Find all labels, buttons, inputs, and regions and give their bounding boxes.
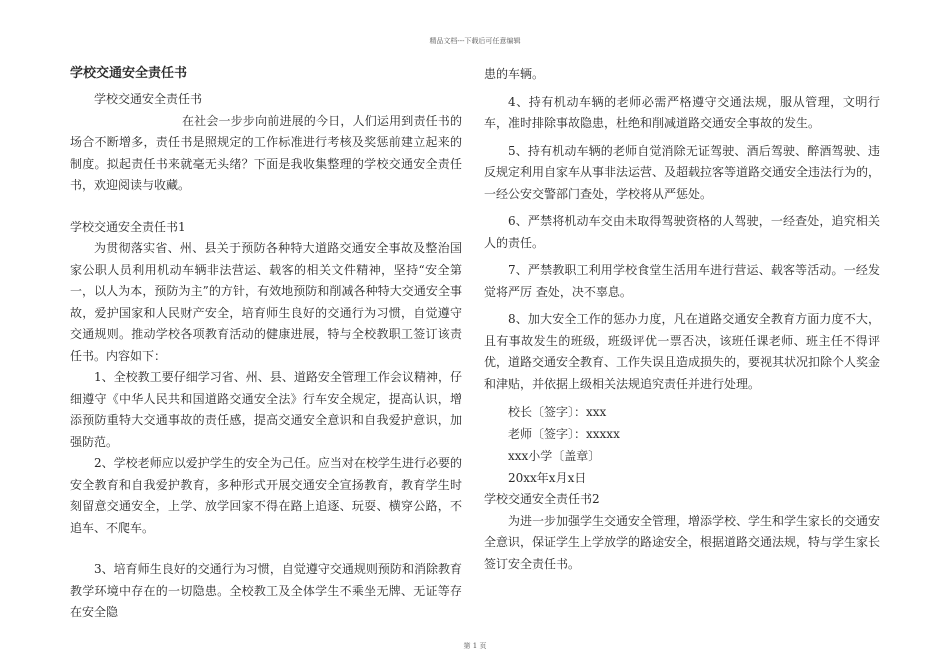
section-2-intro: 为进一步加强学生交通安全管理，增添学校、学生和学生家长的交通安全意识，保证学生上学放学的路途安全，根据道路交通法规，特与学生家长签订安全责任书。 <box>484 513 881 571</box>
item-5: 5、持有机动车辆的老师自觉消除无证驾驶、酒后驾驶、醉酒驾驶、违反规定利用自家车从事非法运营、及超载拉客等道路交通安全违法行为的，一经公安交警部门查处，学校将从严惩处。 <box>484 143 881 201</box>
section-1-heading: 学校交通安全责任书1 <box>70 219 186 234</box>
item-2: 2、学校老师应以爱护学生的安全为己任。应当对在校学生进行必要的安全教育和自我爱护教育，多种形式开展交通安全宣扬教育，教育学生时刻留意交通安全，上学、放学回家不得在路上追逐、玩耍、横穿公路，不追车、不爬车。 <box>70 456 462 535</box>
item-6: 6、严禁将机动车交由未取得驾驶资格的人驾驶，一经查处，追究相关人的责任。 <box>484 214 880 250</box>
principal-signature: 校长〔签字〕：xxx <box>508 405 607 419</box>
document-subtitle: 学校交通安全责任书 <box>94 92 203 106</box>
item-3: 3、培育师生良好的交通行为习惯，自觉遵守交通规则预防和消除教育教学环境中存在的一切隐患。全校教工及全体学生不乘坐无牌、无证等存在安全隐 <box>70 562 462 619</box>
teacher-signature: 老师〔签字〕：xxxxx <box>508 427 620 441</box>
section-2-heading: 学校交通安全责任书2 <box>484 492 600 506</box>
intro-paragraph: 在社会一步步向前进展的今日，人们运用到责任书的场合不断增多，责任书是照规定的工作标准进行考核及奖惩前建立起来的制度。拟起责任书来就毫无头绪？下面是我收集整理的学校交通安全责任书，欢迎阅读与收藏。 <box>70 113 462 192</box>
page-footer: 第 1 页 <box>463 642 487 650</box>
item-7: 7、严禁教职工利用学校食堂生活用车进行营运、载客等活动。一经发觉将严厉 查处，决不辜息。 <box>484 263 880 299</box>
item-1: 1、全校教工要仔细学习省、州、县、道路安全管理工作会议精神，仔细遵守《中华人民共和国道路交通安全法》行车安全规定，提高认识，增添预防重特大交通事故的责任感，提高交通安全意识和自我爱护意识，加强防范。 <box>70 370 462 449</box>
left-column <box>70 64 462 624</box>
school-seal: xxx小学〔盖章〕 <box>508 449 601 463</box>
section-1-intro: 为贯彻落实省、州、县关于预防各种特大道路交通安全事故及整治国家公职人员利用机动车辆非法营运、载客的相关文件精神，坚持“安全第一，以人为本，预防为主”的方针，有效地预防和削减各种特大交通安全事故，爱护国家和人民财产安全，培育师生良好的交通行为习惯，自觉遵守交通规则。推动学校各项教育活动的健康进展，特与全校教职工签订该责任书。内容如下： <box>70 241 462 363</box>
item-8: 8、加大安全工作的惩办力度，凡在道路交通安全教育方面力度不大，且有事故发生的班级，班级评优一票否决，该班任课老师、班主任不得评优，道路交通安全教育、工作失误且造成损失的，要视其状况扣除个人奖金和津贴，并依据上级相关法规追究责任并进行处理。 <box>484 312 881 391</box>
item-3-continued: 患的车辆。 <box>484 67 545 81</box>
right-column <box>484 64 880 575</box>
signing-date: 20xx年x月x日 <box>508 471 587 485</box>
document-title: 学校交通安全责任书 <box>70 66 188 81</box>
item-4: 4、持有机动车辆的老师必需严格遵守交通法规，服从管理，文明行车，准时排除事故隐患，杜绝和削减道路交通安全事故的发生。 <box>484 94 880 130</box>
page-header: 精品文档---下载后可任意编辑 <box>429 37 521 45</box>
